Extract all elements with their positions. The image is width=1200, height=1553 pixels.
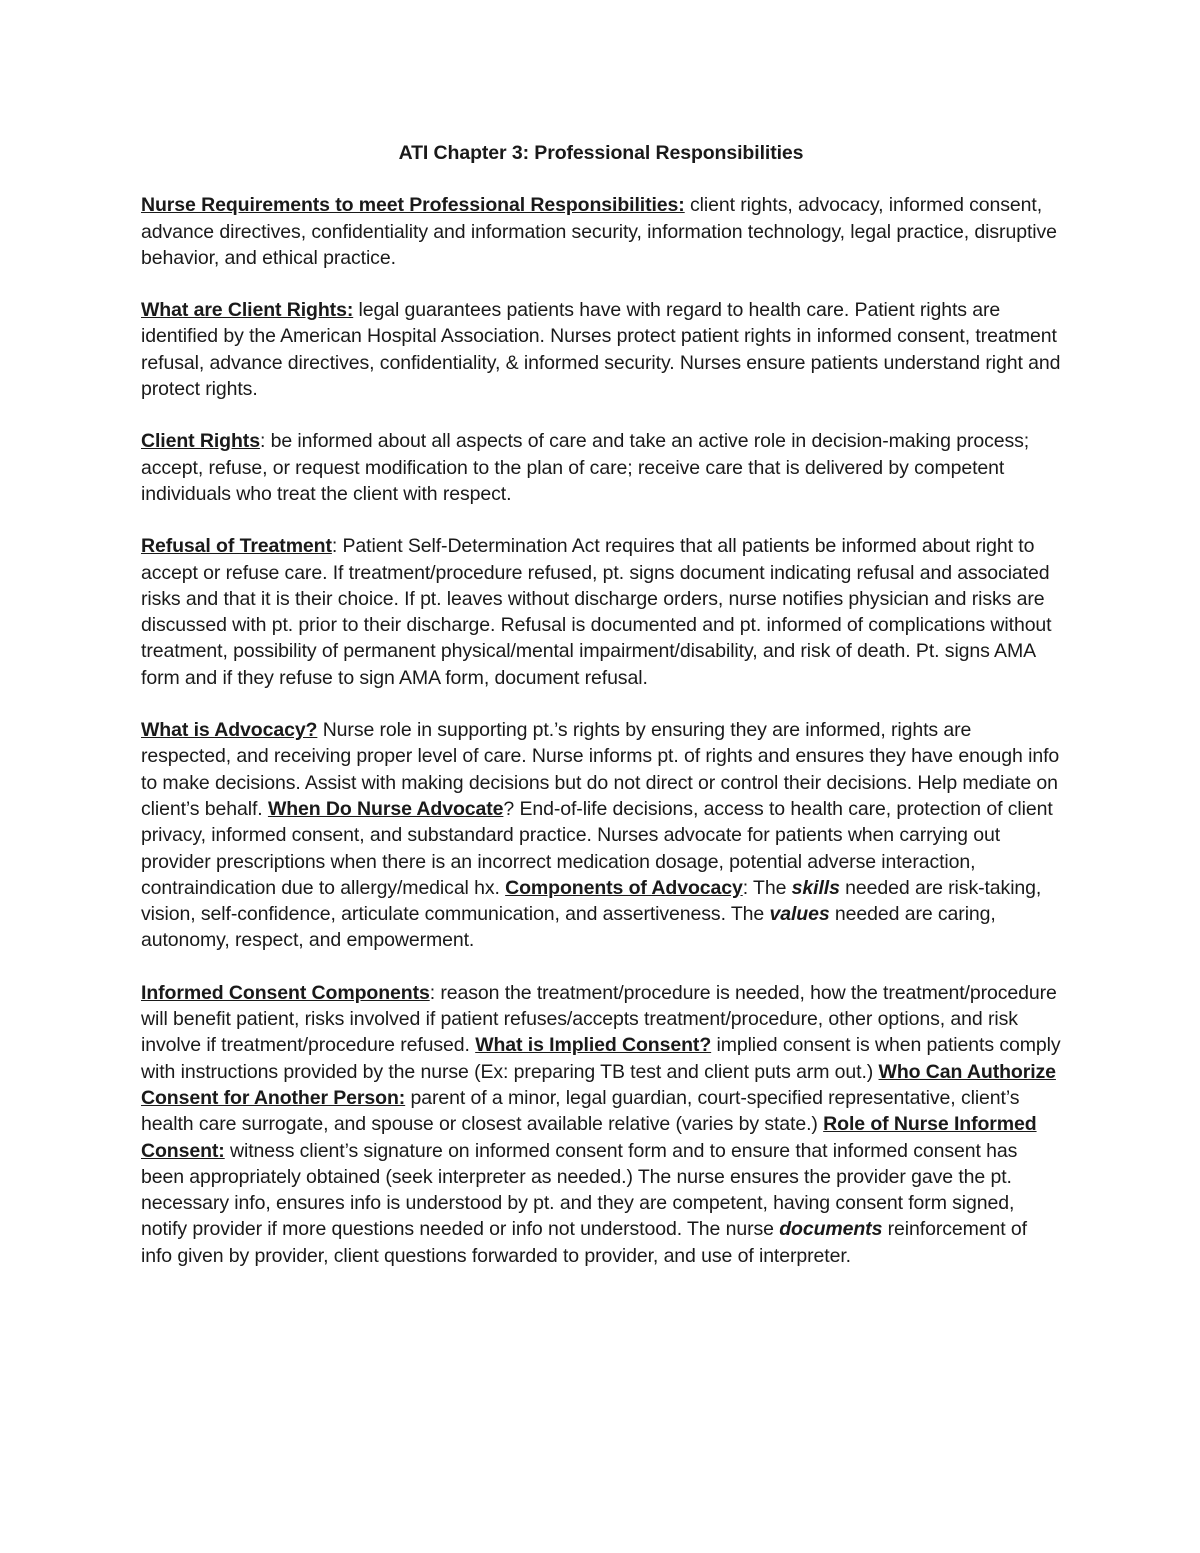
heading-when-do-nurse-advocate: When Do Nurse Advocate [267,797,504,820]
heading-who-can-authorize-consent: Who Can Authorize Consent for Another Person: [141,1060,1056,1109]
emphasis-skills: skills [791,876,840,899]
emphasis-documents: documents [779,1218,883,1241]
document-title: ATI Chapter 3: Professional Responsibilities [398,142,804,164]
paragraph-advocacy [141,717,1061,954]
text-consent-3: parent of a minor, legal guardian, court-specified representative, client’s health care surrogate, and spouse or closest available relative (varies by state.) [141,1086,1020,1136]
heading-components-of-advocacy: Components of Advocacy [505,876,743,899]
text-consent-1: : reason the treatment/procedure is needed, how the treatment/procedure will benefit patient, risks involved if patient refuses/accepts treatment/procedure, other options, and risk involve if treatment/procedure refused. [141,981,1057,1057]
heading-client-rights: Client Rights [141,430,260,453]
paragraph-nurse-requirements [141,192,1061,271]
paragraph-informed-consent [141,980,1061,1269]
text-consent-2: implied consent is when patients comply with instructions provided by the nurse (Ex: preparing TB test and client puts arm out.) [141,1034,1061,1083]
text-consent-5: reinforcement of info given by provider, client questions forwarded to provider, and use of interpreter. [141,1218,1027,1267]
text-consent-4: witness client’s signature on informed consent form and to ensure that informed consent has been appropriately obtained (seek interpreter as needed.) The nurse ensures the provider gave the pt. necessary info, ensures info is understood by pt. and they are competent, having consent form signed, notify provider if more questions needed or info not understood. The nurse [141,1139,1018,1241]
paragraph-refusal-of-treatment [141,533,1061,691]
text-advocacy-2: ? End-of-life decisions, access to health care, protection of client privacy, informed consent, and substandard practice. Nurses advocate for patients when carrying out provider prescriptions when there is an incorrect medication dosage, potential adverse interaction, contraindication due to allergy/medical hx. [141,797,1053,899]
text-advocacy-5: needed are caring, autonomy, respect, and empowerment. [141,903,996,952]
heading-informed-consent-components: Informed Consent Components [141,981,430,1004]
text-advocacy-1: Nurse role in supporting pt.’s rights by ensuring they are informed, rights are respected, and receiving proper level of care. Nurse informs pt. of rights and ensures they have enough info to make decisions. Assist with making decisions but do not direct or control their decisions. Help mediate on client’s behalf. [141,719,1060,820]
text-client-rights: : be informed about all aspects of care and take an active role in decision-making process; accept, refuse, or request modification to the plan of care; receive care that is delivered by competent individuals who treat the client with respect. [141,430,1030,505]
text-refusal-of-treatment: : Patient Self-Determination Act requires that all patients be informed about right to accept or refuse care. If treatment/procedure refused, pt. signs document indicating refusal and associated risks and that it is their choice. If pt. leaves without discharge orders, nurse notifies physician and risks are discussed with pt. prior to their discharge. Refusal is documented and pt. informed of complications without treatment, possibility of permanent physical/mental impairment/disability, and risk of death. Pt. signs AMA form and if they refuse to sign AMA form, document refusal. [141,535,1052,689]
text-advocacy-4: needed are risk-taking, vision, self-confidence, articulate communication, and assertiveness. The [141,876,1042,926]
text-advocacy-3: : The [742,876,792,899]
heading-what-are-client-rights: What are Client Rights: [141,299,354,322]
text-what-are-client-rights: legal guarantees patients have with regard to health care. Patient rights are identified by the American Hospital Association. Nurses protect patient rights in informed consent, treatment refusal, advance directives, confidentiality, & informed security. Nurses ensure patients understand right and protect rights. [141,299,1061,401]
heading-role-of-nurse: Role of Nurse Informed Consent: [141,1113,1037,1162]
heading-refusal-of-treatment: Refusal of Treatment [141,535,332,558]
heading-what-is-advocacy: What is Advocacy? [141,719,318,742]
text-nurse-requirements: client rights, advocacy, informed consent, advance directives, confidentiality and information security, information technology, legal practice, disruptive behavior, and ethical practice. [141,194,1057,269]
paragraph-what-are-client-rights [141,297,1061,402]
heading-implied-consent: What is Implied Consent? [475,1034,712,1057]
document-page [141,140,1061,1295]
paragraph-client-rights [141,428,1061,507]
heading-nurse-requirements: Nurse Requirements to meet Professional Responsibilities: [141,194,685,217]
emphasis-values: values [769,903,830,926]
